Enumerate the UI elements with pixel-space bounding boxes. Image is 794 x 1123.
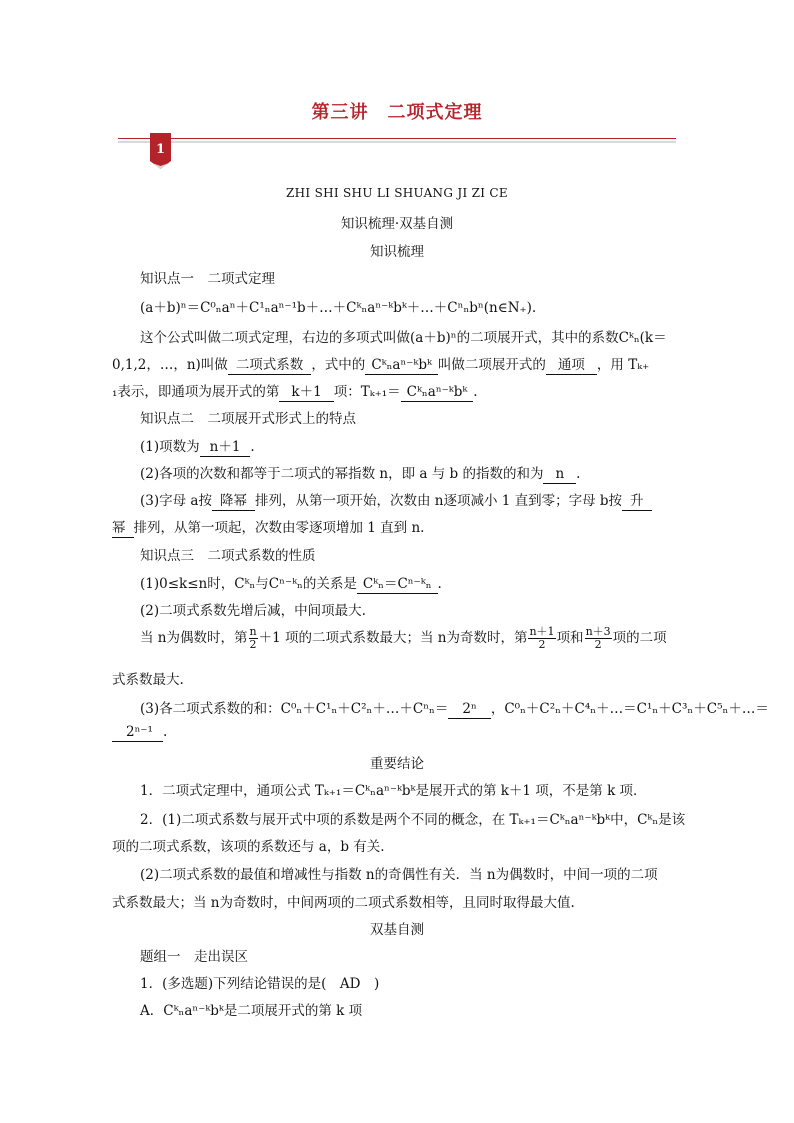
badge-number: 1 <box>155 142 166 157</box>
kp3-parity-line <box>140 626 667 651</box>
text: . <box>162 724 168 740</box>
conclusion-2-cont: 项的二项式系数，该项的系数还与 a，b 有关. <box>112 839 385 855</box>
section-pinyin: ZHI SHI SHU LI SHUANG JI ZI CE <box>286 186 508 200</box>
answer-blank-k1: k＋1 <box>279 385 333 402</box>
subsection-title: 知识梳理 <box>370 244 424 260</box>
kp2-item3-cont <box>112 516 424 538</box>
text: (1)项数为 <box>140 439 200 455</box>
kp3-item3 <box>140 697 769 719</box>
text: ，用 Tₖ₊ <box>596 357 650 373</box>
text: 排列，从第一项开始，次数由 n逐项减小 1 直到零；字母 b按 <box>254 493 623 509</box>
kp2-item1 <box>140 435 255 457</box>
answer-blank-ascending-cont: 幂 <box>112 521 134 538</box>
page-title: 第三讲 二项式定理 <box>311 102 483 123</box>
answer-blank-descending: 降幂 <box>212 494 255 511</box>
section-title: 知识梳理·双基自测 <box>340 216 454 232</box>
text: . <box>437 576 442 592</box>
text: 0,1,2，…，n)叫做 <box>112 357 228 373</box>
text: . <box>576 466 581 482</box>
conclusion-3-cont: 式系数最大；当 n为奇数时，中间两项的二项式系数相等，且同时取得最大值. <box>112 895 575 911</box>
kp3-item2: (2)二项式系数先增后减，中间项最大. <box>140 603 366 619</box>
question-group-heading: 题组一 走出误区 <box>140 949 248 965</box>
text: (1)0≤k≤n时，Cᵏₙ与Cⁿ⁻ᵏₙ的关系是 <box>140 576 357 592</box>
kp1-text-line2 <box>112 353 649 375</box>
conclusion-1: 1．二项式定理中，通项公式 Tₖ₊₁＝Cᵏₙaⁿ⁻ᵏbᵏ是展开式的第 k＋1 项，不是第 k 项． <box>140 783 647 799</box>
answer-blank-ascending: 升 <box>622 494 652 511</box>
header-rule-shadow <box>118 141 676 143</box>
answer-blank-term: Cᵏₙaⁿ⁻ᵏbᵏ <box>365 358 438 375</box>
kp1-heading: 知识点一 二项式定理 <box>140 271 275 287</box>
question-1-option-a: A．Cᵏₙaⁿ⁻ᵏbᵏ是二项展开式的第 k 项 <box>140 1003 363 1019</box>
kp1-text-line1: 这个公式叫做二项式定理，右边的多项式叫做(a＋b)ⁿ的二项展开式，其中的系数Cᵏₙ(k＝ <box>140 330 667 346</box>
question-1: 1．(多选题)下列结论错误的是( AD ) <box>140 976 380 992</box>
binomial-formula: (a＋b)ⁿ＝C⁰ₙaⁿ＋C¹ₙaⁿ⁻¹b＋…＋Cᵏₙaⁿ⁻ᵏbᵏ＋…＋Cⁿₙbⁿ(n∈N₊). <box>140 300 537 316</box>
kp3-item3-cont <box>112 724 167 742</box>
kp2-heading: 知识点二 二项展开式形式上的特点 <box>140 411 356 427</box>
answer-blank-general-term: 通项 <box>546 358 597 375</box>
answer-blank-symmetry: Cᵏₙ＝Cⁿ⁻ᵏₙ <box>357 577 438 594</box>
conclusion-3: (2)二项式系数的最值和增减性与指数 n的奇偶性有关．当 n为偶数时，中间一项的二项 <box>140 867 658 883</box>
text: 排列，从第一项起，次数由零逐项增加 1 直到 n. <box>133 520 425 536</box>
text: 项的二项 <box>612 630 667 646</box>
answer-blank-n1: n＋1 <box>200 440 251 457</box>
text: (2)各项的次数和都等于二项式的幂指数 n，即 a 与 b 的指数的和为 <box>140 466 544 482</box>
text: ₁表示，即通项为展开式的第 <box>112 384 280 400</box>
conclusions-heading: 重要结论 <box>370 756 424 772</box>
text: . <box>250 439 255 455</box>
text: 当 n为偶数时，第 <box>140 630 248 646</box>
header-rule <box>118 138 676 139</box>
fraction-n1-over-2: $\frac{n+1}{2}$ <box>529 625 555 651</box>
answer-blank-tk1: Cᵏₙaⁿ⁻ᵏbᵏ <box>401 385 474 402</box>
kp1-text-line3 <box>112 380 478 402</box>
answer-blank-n: n <box>543 467 576 484</box>
text: . <box>473 384 478 400</box>
section-number-badge <box>150 133 171 169</box>
conclusion-2: 2．(1)二项式系数与展开式中项的系数是两个不同的概念，在 Tₖ₊₁＝Cᵏₙaⁿ⁻ᵏbᵏ中，Cᵏₙ是该 <box>140 812 686 828</box>
fraction-n3-over-2: $\frac{n+3}{2}$ <box>585 625 611 651</box>
fraction-n-over-2: $\frac{n}{2}$ <box>249 625 257 651</box>
text: 项和 <box>556 630 584 646</box>
text: ＋1 项的二项式系数最大；当 n为奇数时，第 <box>258 630 528 646</box>
answer-blank-2n-1: 2ⁿ⁻¹ <box>112 725 163 742</box>
answer-blank-2n: 2ⁿ <box>448 702 490 719</box>
text: (3)字母 a按 <box>140 493 212 509</box>
kp3-item1 <box>140 572 442 594</box>
self-test-heading: 双基自测 <box>370 922 424 938</box>
text: (3)各二项式系数的和：C⁰ₙ＋C¹ₙ＋C²ₙ＋…＋Cⁿₙ＝ <box>140 701 449 717</box>
kp3-heading: 知识点三 二项式系数的性质 <box>140 548 316 564</box>
kp2-item3 <box>140 489 652 511</box>
kp2-item2 <box>140 462 580 484</box>
answer-blank-coefficient: 二项式系数 <box>228 358 312 375</box>
text: ，式中的 <box>311 357 366 373</box>
text: 项：Tₖ₊₁＝ <box>333 384 401 400</box>
text: ，C⁰ₙ＋C²ₙ＋C⁴ₙ＋…＝C¹ₙ＋C³ₙ＋C⁵ₙ＋…＝ <box>490 701 769 717</box>
text: 叫做二项展开式的 <box>437 357 546 373</box>
kp3-parity-line-cont: 式系数最大. <box>112 672 184 688</box>
